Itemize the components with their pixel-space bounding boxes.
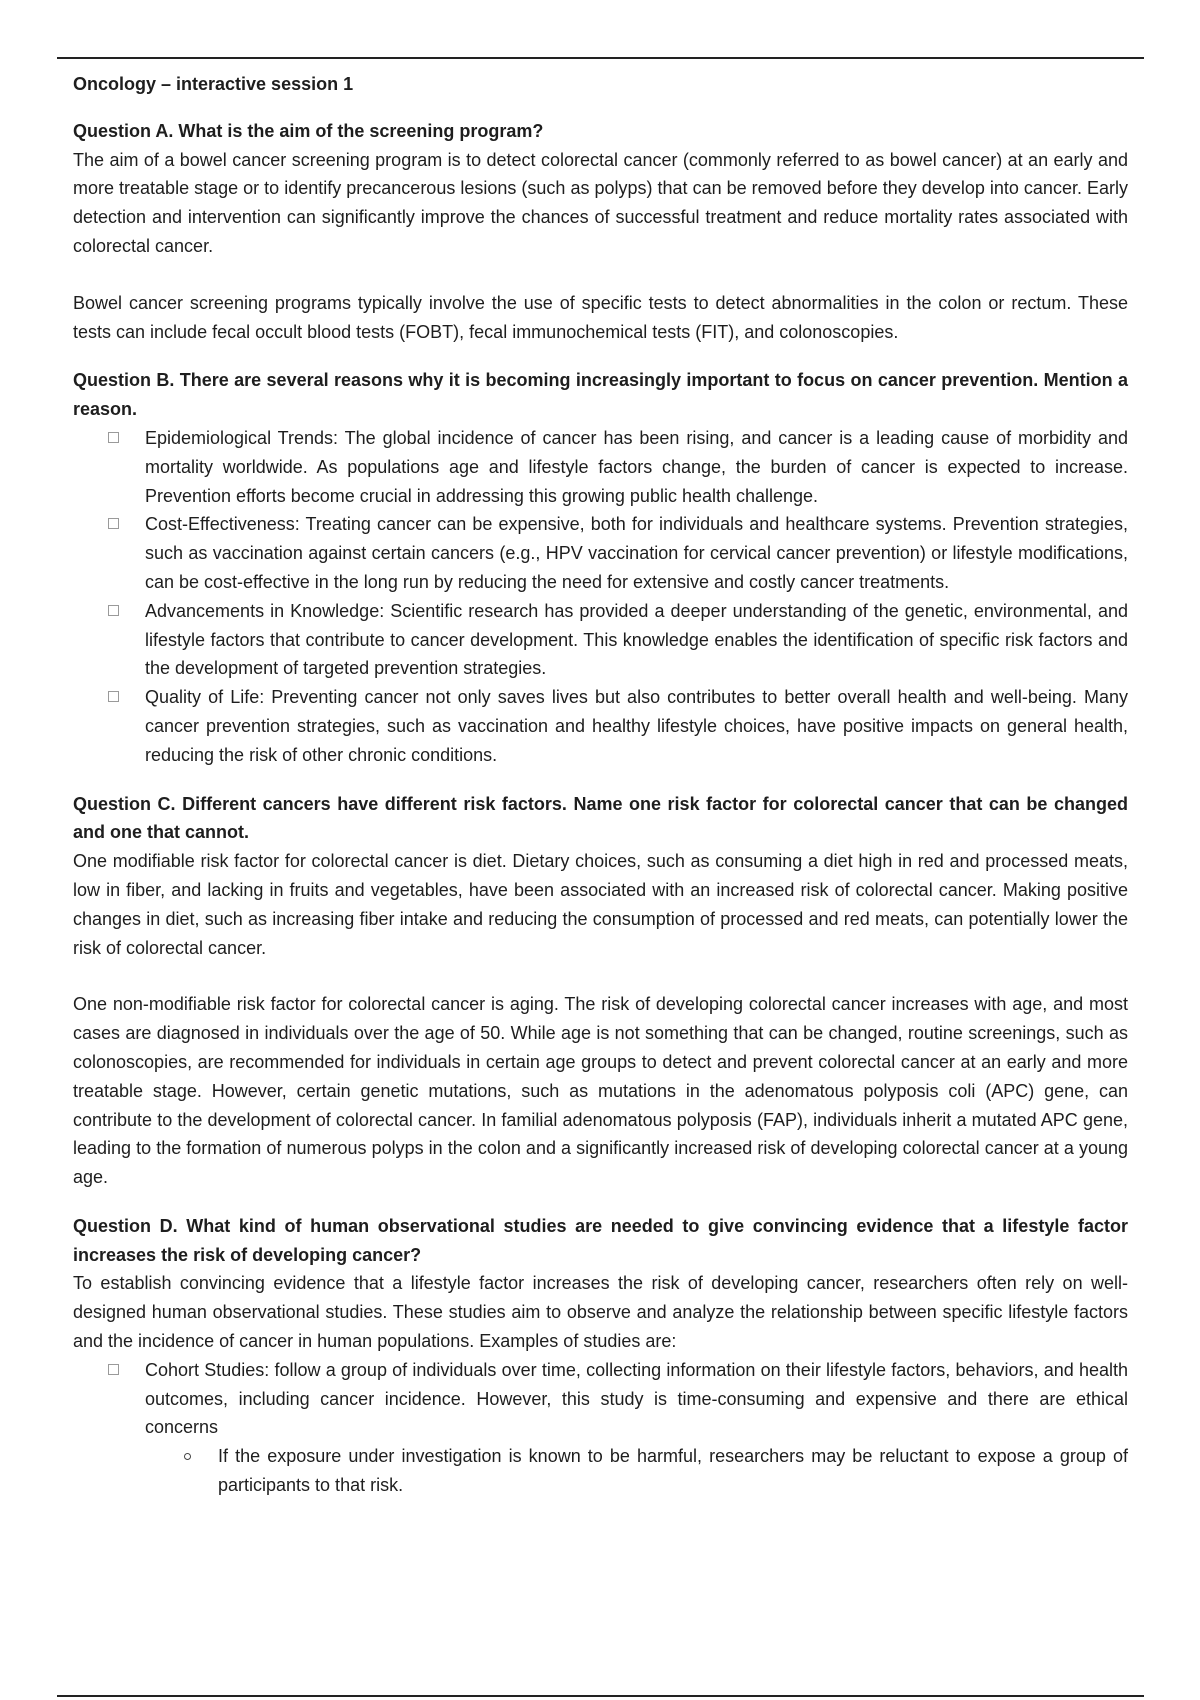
question-d-section bbox=[73, 1212, 1128, 1500]
question-a-section bbox=[73, 117, 1128, 347]
square-bullet-icon bbox=[108, 518, 119, 529]
square-bullet-icon bbox=[108, 432, 119, 443]
list-item-text: Advancements in Knowledge: Scientific research has provided a deeper understanding of the genetic, environmental, and lifestyle factors that contribute to cancer development. This knowledge enables the identification of specific risk factors and the development of targeted prevention strategies. bbox=[145, 600, 1128, 679]
question-d-intro: To establish convincing evidence that a lifestyle factor increases the risk of developing cancer, researchers often rely on well-designed human observational studies. These studies aim to observe and analyze the relationship between specific lifestyle factors and the incidence of cancer in human populations. Examples of studies are: bbox=[73, 1273, 1128, 1352]
question-d-sub-list bbox=[73, 1442, 1128, 1500]
question-b-heading: Question B. There are several reasons why it is becoming increasingly important to focus on cancer prevention. Mention a reason. bbox=[73, 370, 1128, 420]
question-a-answer-1: The aim of a bowel cancer screening program is to detect colorectal cancer (commonly referred to as bowel cancer) at an early and more treatable stage or to identify precancerous lesions (such as polyps) that can be removed before they develop into cancer. Early detection and intervention can significantly improve the chances of successful treatment and reduce mortality rates associated with colorectal cancer. bbox=[73, 149, 1128, 256]
square-bullet-icon bbox=[108, 605, 119, 616]
top-rule bbox=[57, 57, 1144, 59]
question-b-section bbox=[73, 366, 1128, 769]
list-item-text: Quality of Life: Preventing cancer not only saves lives but also contributes to better overall health and well-being. Many cancer prevention strategies, such as vaccination and healthy lifestyle choices, have positive impacts on general health, reducing the risk of other chronic conditions. bbox=[145, 687, 1128, 765]
list-item bbox=[145, 1356, 1128, 1442]
bottom-rule bbox=[57, 1695, 1144, 1697]
circle-bullet-icon bbox=[184, 1453, 191, 1460]
square-bullet-icon bbox=[108, 1364, 119, 1375]
square-bullet-icon bbox=[108, 691, 119, 702]
question-a-answer-2: Bowel cancer screening programs typically involve the use of specific tests to detect abnormalities in the colon or rectum. These tests can include fecal occult blood tests (FOBT), fecal immunochemical tests (FIT), and colonoscopies. bbox=[73, 292, 1128, 342]
question-c-heading: Question C. Different cancers have different risk factors. Name one risk factor for colorectal cancer that can be changed and one that cannot. bbox=[73, 793, 1128, 843]
question-c-section bbox=[73, 790, 1128, 1192]
list-item-text: Cohort Studies: follow a group of individuals over time, collecting information on their lifestyle factors, behaviors, and health outcomes, including cancer incidence. However, this study is time-consuming and expensive and there are ethical concerns bbox=[145, 1359, 1128, 1438]
list-item bbox=[145, 597, 1128, 683]
question-d-studies-list bbox=[73, 1356, 1128, 1442]
question-c-answer-2: One non-modifiable risk factor for colorectal cancer is aging. The risk of developing colorectal cancer increases with age, and most cases are diagnosed in individuals over the age of 50. While age is not something that can be changed, routine screenings, such as colonoscopies, are recommended for individuals in certain age groups to detect and prevent colorectal cancer at an early and more treatable stage. However, certain genetic mutations, such as mutations in the adenomatous polyposis coli (APC) gene, can contribute to the development of colorectal cancer. In familial adenomatous polyposis (FAP), individuals inherit a mutated APC gene, leading to the formation of numerous polyps in the colon and a significantly increased risk of developing colorectal cancer at a young age. bbox=[73, 994, 1128, 1188]
document-title: Oncology – interactive session 1 bbox=[73, 74, 354, 94]
list-item bbox=[145, 510, 1128, 596]
document-body bbox=[73, 70, 1128, 1500]
question-a-heading: Question A. What is the aim of the screening program? bbox=[73, 120, 544, 141]
question-d-heading: Question D. What kind of human observational studies are needed to give convincing evidence that a lifestyle factor increases the risk of developing cancer? bbox=[73, 1215, 1128, 1265]
sub-list-item bbox=[218, 1442, 1128, 1500]
list-item bbox=[145, 683, 1128, 769]
sub-list-item-text: If the exposure under investigation is known to be harmful, researchers may be reluctant to expose a group of participants to that risk. bbox=[218, 1446, 1128, 1496]
list-item bbox=[145, 424, 1128, 510]
list-item-text: Cost-Effectiveness: Treating cancer can be expensive, both for individuals and healthcare systems. Prevention strategies, such as vaccination against certain cancers (e.g., HPV vaccination for cervical cancer prevention) or lifestyle modifications, can be cost-effective in the long run by reducing the need for extensive and costly cancer treatments. bbox=[145, 514, 1128, 592]
list-item-text: Epidemiological Trends: The global incidence of cancer has been rising, and cancer is a leading cause of morbidity and mortality worldwide. As populations age and lifestyle factors change, the burden of cancer is expected to increase. Prevention efforts become crucial in addressing this growing public health challenge. bbox=[145, 427, 1128, 506]
question-c-answer-1: One modifiable risk factor for colorectal cancer is diet. Dietary choices, such as consuming a diet high in red and processed meats, low in fiber, and lacking in fruits and vegetables, have been associated with an increased risk of colorectal cancer. Making positive changes in diet, such as increasing fiber intake and reducing the consumption of processed and red meats, can potentially lower the risk of colorectal cancer. bbox=[73, 851, 1128, 958]
question-b-reasons-list bbox=[73, 424, 1128, 770]
